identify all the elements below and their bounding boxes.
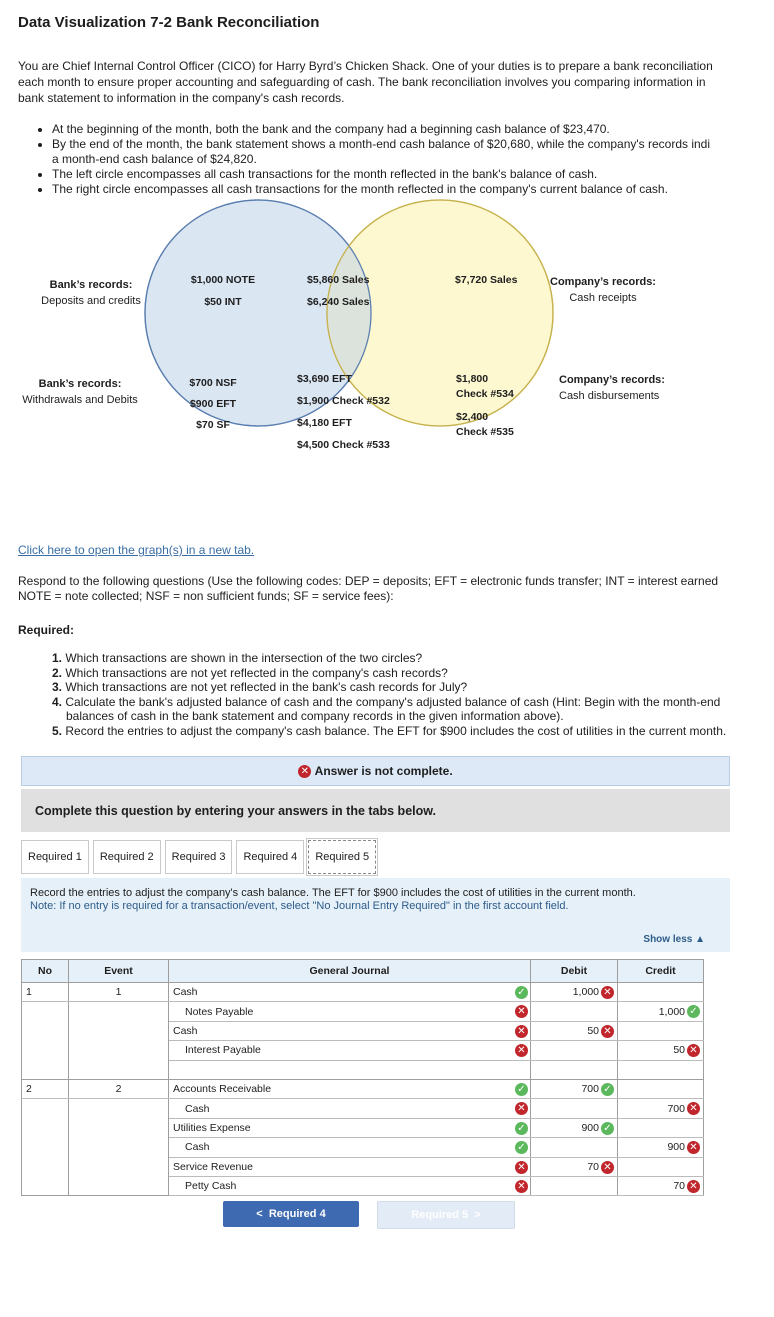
- debit-value: 70: [587, 1160, 599, 1173]
- show-less-toggle[interactable]: [643, 934, 705, 945]
- tab-required-5[interactable]: Required 5: [308, 840, 376, 874]
- account-name: Cash: [185, 1102, 210, 1115]
- credit-input[interactable]: [618, 1138, 704, 1157]
- table-row: [22, 1176, 704, 1195]
- tab-required-2[interactable]: Required 2: [93, 840, 161, 874]
- required-item: [52, 709, 726, 724]
- triangle-up-icon: ▲: [695, 934, 705, 945]
- bank-only-credits: [180, 269, 266, 313]
- bullet-item: • The left circle encompasses all cash transactions for the month reflected in the bank's balance of cash.: [52, 167, 710, 182]
- debit-input[interactable]: [531, 1176, 618, 1195]
- required-text: balances of cash in the bank statement and company records in the given information above).: [66, 709, 564, 723]
- bullet-item: • The right circle encompasses all cash transactions for the month reflected in the company's current balance of cash.: [52, 182, 710, 197]
- respond-line: NOTE = note collected; NSF = non sufficient funds; SF = service fees):: [18, 589, 394, 603]
- account-select[interactable]: [169, 1099, 531, 1118]
- credit-input[interactable]: [618, 1021, 704, 1040]
- credit-value: 1,000: [658, 1005, 685, 1018]
- company-receipts-label: [548, 274, 658, 306]
- label-sub: Withdrawals and Debits: [22, 394, 138, 406]
- account-select[interactable]: [169, 1021, 531, 1040]
- account-select[interactable]: [169, 1157, 531, 1176]
- cell-event: [69, 1060, 169, 1079]
- account-name: Notes Payable: [185, 1005, 254, 1018]
- label-title: Company’s records:: [550, 276, 656, 288]
- bullet-item: • At the beginning of the month, both the bank and the company had a beginning cash balance of $23,470.: [52, 122, 710, 137]
- venn-item: $3,690 EFT: [297, 373, 352, 385]
- check-circle-icon: ✓: [601, 1122, 614, 1135]
- debit-input[interactable]: [531, 1079, 618, 1098]
- account-select[interactable]: [169, 1079, 531, 1098]
- page-title: Data Visualization 7-2 Bank Reconciliation: [18, 14, 320, 31]
- account-name: Accounts Receivable: [173, 1083, 272, 1096]
- debit-input[interactable]: [531, 1002, 618, 1021]
- x-circle-icon: ✕: [687, 1141, 700, 1154]
- bullet-item: [52, 137, 710, 167]
- cell-no: [22, 1041, 69, 1060]
- complete-instructions: Complete this question by entering your answers in the tabs below.: [21, 789, 730, 832]
- instruction-text: Record the entries to adjust the company's cash balance. The EFT for $900 includes the cost of utilities in the current month.: [30, 887, 636, 899]
- account-name: Cash: [173, 1024, 198, 1037]
- cell-event: [69, 1041, 169, 1060]
- tab-instructions: [21, 878, 730, 952]
- table-row: [22, 1002, 704, 1021]
- company-only-disbursements: [456, 372, 514, 440]
- account-select[interactable]: [169, 1176, 531, 1195]
- table-row: [22, 1118, 704, 1137]
- cell-event: [69, 1021, 169, 1040]
- intro-paragraph: [18, 58, 774, 106]
- label-sub: Cash disbursements: [559, 390, 660, 402]
- venn-item: $7,720 Sales: [455, 274, 518, 286]
- required-text: Which transactions are not yet reflected in the bank's cash records for July?: [65, 680, 468, 694]
- debit-value: 700: [581, 1083, 599, 1096]
- cell-no: [22, 1157, 69, 1176]
- venn-item: $5,860 Sales: [307, 274, 370, 286]
- credit-input[interactable]: [618, 1099, 704, 1118]
- debit-input[interactable]: [531, 983, 618, 1002]
- cell-no: [22, 1099, 69, 1118]
- debit-value: 1,000: [572, 986, 599, 999]
- venn-item: $1,800: [456, 373, 489, 385]
- x-circle-icon: ✕: [601, 986, 614, 999]
- debit-input[interactable]: [531, 1041, 618, 1060]
- credit-input[interactable]: [618, 1002, 704, 1021]
- required-tabs: [21, 840, 380, 874]
- cell-no: [22, 1002, 69, 1021]
- venn-item: $70 SF: [196, 419, 230, 431]
- venn-diagram: [0, 195, 774, 535]
- table-row: [22, 1099, 704, 1118]
- show-less-label: Show less: [643, 934, 693, 945]
- required-text: Which transactions are not yet reflected in the company's cash records?: [65, 665, 448, 680]
- x-circle-icon: ✕: [515, 1025, 528, 1038]
- credit-value: 900: [667, 1141, 685, 1154]
- required-num: 3.: [52, 680, 63, 694]
- company-only-receipts: [455, 269, 517, 291]
- venn-item: Check #534: [456, 388, 514, 400]
- col-header-event: Event: [69, 960, 169, 983]
- cell-event: [69, 1138, 169, 1157]
- cell-no: 1: [22, 983, 69, 1002]
- debit-input[interactable]: [531, 1060, 618, 1079]
- answer-status-banner: [21, 756, 730, 786]
- bullet-text: a month-end cash balance of $24,820.: [52, 152, 257, 166]
- tab-required-4[interactable]: Required 4: [236, 840, 304, 874]
- venn-item: $1,000 NOTE: [190, 274, 256, 286]
- prev-tab-button[interactable]: [223, 1201, 359, 1227]
- debit-input[interactable]: [531, 1118, 618, 1137]
- table-row: [22, 1060, 704, 1079]
- required-heading: Required:: [18, 623, 75, 637]
- required-item: [52, 695, 726, 710]
- account-name: Service Revenue: [173, 1160, 253, 1173]
- label-sub: Cash receipts: [569, 292, 637, 304]
- required-num: 5.: [52, 723, 63, 738]
- intro-line: each month to ensure proper accounting and safeguarding of cash. The bank reconciliation involves you comparing information in: [18, 75, 706, 89]
- venn-item: $2,400: [456, 411, 489, 423]
- cell-no: [22, 1118, 69, 1137]
- venn-item: $900 EFT: [189, 398, 237, 410]
- label-title: Bank’s records:: [38, 378, 122, 390]
- cell-no: [22, 1060, 69, 1079]
- x-circle-icon: ✕: [515, 1044, 528, 1057]
- col-header-no: No: [22, 960, 69, 983]
- table-row: [22, 1079, 704, 1098]
- col-header-credit: Credit: [618, 960, 704, 983]
- credit-input[interactable]: [618, 1157, 704, 1176]
- credit-value: 700: [667, 1102, 685, 1115]
- debit-value: 50: [587, 1024, 599, 1037]
- required-text: Calculate the bank's adjusted balance of cash and the company's adjusted balance of cash (Hint: Begin with the month-end: [65, 694, 721, 709]
- credit-input[interactable]: [618, 1079, 704, 1098]
- bullet-text: By the end of the month, the bank statement shows a month-end cash balance of $20,680, while the company's records indi: [52, 137, 711, 151]
- venn-item: Check #535: [456, 426, 514, 438]
- venn-item: $6,240 Sales: [307, 296, 370, 308]
- check-circle-icon: ✓: [687, 1005, 700, 1018]
- x-circle-icon: ✕: [687, 1044, 700, 1057]
- account-name: Utilities Expense: [173, 1121, 251, 1134]
- label-sub: Deposits and credits: [41, 295, 141, 307]
- check-circle-icon: ✓: [601, 1083, 614, 1096]
- venn-item: $4,500 Check #533: [297, 439, 390, 451]
- table-row: [22, 1138, 704, 1157]
- cell-no: [22, 1021, 69, 1040]
- tab-required-1[interactable]: Required 1: [21, 840, 89, 874]
- general-journal-table: [21, 959, 704, 1196]
- both-disbursements: [297, 368, 390, 456]
- required-item: [52, 651, 726, 666]
- table-row: [22, 983, 704, 1002]
- next-tab-button[interactable]: [377, 1201, 515, 1229]
- cell-event: [69, 1002, 169, 1021]
- x-circle-icon: ✕: [515, 1005, 528, 1018]
- cell-event: [69, 1176, 169, 1195]
- account-name: Interest Payable: [185, 1044, 261, 1057]
- bank-deposits-label: [38, 277, 144, 309]
- instruction-note: Note: If no entry is required for a transaction/event, select "No Journal Entry Required" in the first account field.: [30, 900, 569, 912]
- check-circle-icon: ✓: [515, 1083, 528, 1096]
- table-row: [22, 1021, 704, 1040]
- credit-value: 70: [673, 1180, 685, 1193]
- respond-paragraph: [18, 574, 718, 604]
- cell-event: 1: [69, 983, 169, 1002]
- account-name: Cash: [185, 1141, 210, 1154]
- required-item: [52, 666, 726, 681]
- prev-button-label: Required 4: [268, 1208, 326, 1220]
- cell-event: [69, 1118, 169, 1137]
- debit-input[interactable]: [531, 1021, 618, 1040]
- cell-no: 2: [22, 1079, 69, 1098]
- required-list: [36, 651, 726, 738]
- respond-line: Respond to the following questions (Use the following codes: DEP = deposits; EFT = electronic funds transfer; INT = interest earned: [18, 574, 719, 588]
- venn-item: $50 INT: [204, 296, 242, 308]
- account-select[interactable]: [169, 1041, 531, 1060]
- debit-input[interactable]: [531, 1157, 618, 1176]
- account-select[interactable]: [169, 983, 531, 1002]
- venn-item: $1,900 Check #532: [297, 395, 390, 407]
- intro-line: bank statement to information in the company's cash records.: [18, 91, 345, 105]
- x-circle-icon: ✕: [601, 1161, 614, 1174]
- bank-only-debits: [180, 373, 246, 436]
- account-select[interactable]: [169, 1060, 531, 1079]
- x-circle-icon: ✕: [515, 1161, 528, 1174]
- both-receipts: [307, 269, 369, 313]
- label-title: Bank’s records:: [49, 279, 133, 291]
- venn-item: $700 NSF: [189, 377, 237, 389]
- required-item: [52, 680, 726, 695]
- open-graph-link[interactable]: Click here to open the graph(s) in a new tab.: [18, 543, 255, 557]
- account-select[interactable]: [169, 1118, 531, 1137]
- cell-no: [22, 1138, 69, 1157]
- cell-no: [22, 1176, 69, 1195]
- credit-input[interactable]: [618, 983, 704, 1002]
- credit-input[interactable]: [618, 1118, 704, 1137]
- cell-event: 2: [69, 1079, 169, 1098]
- check-circle-icon: ✓: [515, 1122, 528, 1135]
- chevron-left-icon: <: [256, 1208, 263, 1220]
- cell-event: [69, 1099, 169, 1118]
- label-title: Company’s records:: [559, 374, 665, 386]
- banner-text: Answer is not complete.: [314, 764, 453, 778]
- venn-item: $4,180 EFT: [297, 417, 352, 429]
- required-num: 4.: [52, 694, 63, 709]
- account-name: Cash: [173, 986, 198, 999]
- account-select[interactable]: [169, 1002, 531, 1021]
- table-row: [22, 1157, 704, 1176]
- check-circle-icon: ✓: [515, 986, 528, 999]
- intro-line: You are Chief Internal Control Officer (CICO) for Harry Byrd’s Chicken Shack. One of your duties is to prepare a bank reconciliation: [18, 59, 713, 73]
- x-circle-icon: ✕: [687, 1102, 700, 1115]
- next-button-label: Required 5: [411, 1209, 469, 1221]
- company-disbursements-label: [559, 372, 669, 404]
- credit-input[interactable]: [618, 1041, 704, 1060]
- credit-input[interactable]: [618, 1176, 704, 1195]
- credit-value: 50: [673, 1044, 685, 1057]
- bank-withdrawals-label: [16, 376, 144, 408]
- required-num: 1.: [52, 651, 63, 665]
- debit-value: 900: [581, 1121, 599, 1134]
- x-circle-icon: ✕: [515, 1180, 528, 1193]
- x-circle-icon: ✕: [298, 765, 311, 778]
- check-circle-icon: ✓: [515, 1141, 528, 1154]
- x-circle-icon: ✕: [687, 1180, 700, 1193]
- account-select[interactable]: [169, 1138, 531, 1157]
- table-row: [22, 1041, 704, 1060]
- required-text: Which transactions are shown in the intersection of the two circles?: [65, 651, 423, 665]
- x-circle-icon: ✕: [515, 1102, 528, 1115]
- required-num: 2.: [52, 665, 63, 680]
- tab-required-3[interactable]: Required 3: [165, 840, 233, 874]
- required-item: [52, 724, 726, 739]
- credit-input[interactable]: [618, 1060, 704, 1079]
- debit-input[interactable]: [531, 1138, 618, 1157]
- x-circle-icon: ✕: [601, 1025, 614, 1038]
- debit-input[interactable]: [531, 1099, 618, 1118]
- col-header-debit: Debit: [531, 960, 618, 983]
- account-name: Petty Cash: [185, 1180, 237, 1193]
- required-text: Record the entries to adjust the company's cash balance. The EFT for $900 includes the cost of utilities in the current month.: [65, 723, 727, 738]
- col-header-journal: General Journal: [169, 960, 531, 983]
- chevron-right-icon: >: [474, 1209, 481, 1221]
- given-info-list: [32, 122, 710, 197]
- cell-event: [69, 1157, 169, 1176]
